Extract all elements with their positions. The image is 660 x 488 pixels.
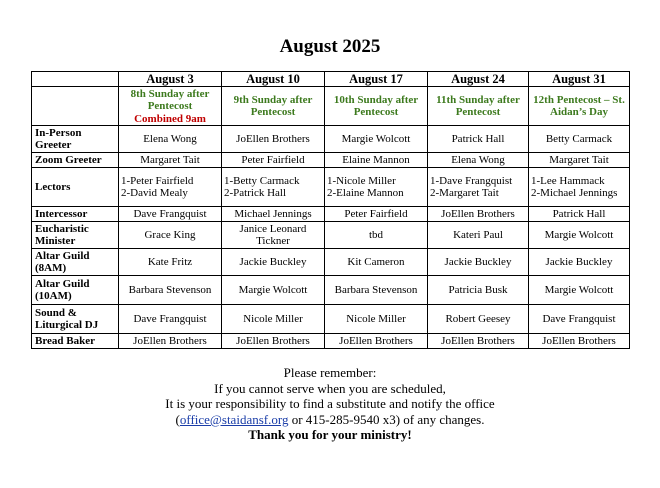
date-header: August 24: [428, 72, 529, 87]
notes-line: It is your responsibility to find a substitute and notify the office: [165, 396, 495, 412]
assignment-cell: Kate Fritz: [119, 249, 222, 276]
occasion-cell: [119, 87, 222, 126]
corner-cell: [32, 72, 119, 87]
role-row: [32, 334, 630, 349]
lector-line: 1-Peter Fairfield: [121, 175, 194, 187]
role-rows: [32, 126, 630, 349]
role-row: [32, 168, 630, 207]
notes-line-rest: or 415-285-9540 x3) of any changes.: [288, 411, 485, 427]
assignment-cell: JoEllen Brothers: [529, 334, 630, 349]
date-header-row: [32, 72, 630, 87]
lector-line: 1-Lee Hammack: [531, 175, 605, 187]
assignment-cell: Grace King: [119, 222, 222, 249]
assignment-cell: Jackie Buckley: [529, 249, 630, 276]
lector-line: 1-Dave Frangquist: [430, 175, 513, 187]
assignment-cell: Margie Wolcott: [222, 276, 325, 305]
page-title: August 2025: [279, 36, 381, 57]
lector-line: 1-Betty Carmack: [224, 175, 300, 187]
occasion-cell: [222, 87, 325, 126]
assignment-cell: Patrick Hall: [428, 126, 529, 153]
occasion-name: 9th Sunday after Pentecost: [233, 93, 313, 118]
notes: [0, 365, 660, 443]
assignment-cell: Margaret Tait: [529, 153, 630, 168]
assignment-cell: Janice Leonard Tickner: [222, 222, 325, 249]
lector-line: 2-Michael Jennings: [531, 187, 618, 199]
role-row: [32, 305, 630, 334]
assignment-cell: Nicole Miller: [325, 305, 428, 334]
role-label: Altar Guild (10AM): [32, 276, 119, 305]
lector-line: 1-Nicole Miller: [327, 175, 396, 187]
assignment-cell: JoEllen Brothers: [428, 207, 529, 222]
office-email-link[interactable]: office@staidansf.org: [179, 411, 289, 427]
role-label: Lectors: [32, 168, 119, 207]
corner-cell: [32, 87, 119, 126]
assignment-cell: tbd: [325, 222, 428, 249]
notes-line: [0, 412, 660, 428]
role-label: Altar Guild (8AM): [32, 249, 119, 276]
role-label: Bread Baker: [32, 334, 119, 349]
occasion-cell: [325, 87, 428, 126]
assignment-cell: Kit Cameron: [325, 249, 428, 276]
role-label: Sound & Liturgical DJ: [32, 305, 119, 334]
assignment-cell: JoEllen Brothers: [222, 334, 325, 349]
assignment-cell: [529, 168, 630, 207]
assignment-cell: JoEllen Brothers: [428, 334, 529, 349]
assignment-cell: Jackie Buckley: [222, 249, 325, 276]
role-label: Intercessor: [32, 207, 119, 222]
assignment-cell: Barbara Stevenson: [119, 276, 222, 305]
assignment-cell: Barbara Stevenson: [325, 276, 428, 305]
role-row: [32, 276, 630, 305]
date-header: August 31: [529, 72, 630, 87]
role-row: [32, 126, 630, 153]
role-row: [32, 153, 630, 168]
occasion-name: 10th Sunday after Pentecost: [333, 93, 419, 118]
notes-line: Please remember:: [283, 365, 377, 380]
assignment-cell: [222, 168, 325, 207]
assignment-cell: Patricia Busk: [428, 276, 529, 305]
date-header: August 10: [222, 72, 325, 87]
lector-line: 2-David Mealy: [121, 187, 188, 199]
role-row: [32, 222, 630, 249]
notes-line: If you cannot serve when you are scheduled,: [214, 380, 446, 396]
assignment-cell: JoEllen Brothers: [325, 334, 428, 349]
assignment-cell: Jackie Buckley: [428, 249, 529, 276]
role-label: In-Person Greeter: [32, 126, 119, 153]
assignment-cell: Kateri Paul: [428, 222, 529, 249]
occasion-row: [32, 87, 630, 126]
occasion-name: 8th Sunday after Pentecost: [130, 87, 210, 112]
assignment-cell: Betty Carmack: [529, 126, 630, 153]
assignment-cell: [119, 168, 222, 207]
date-header: August 3: [119, 72, 222, 87]
assignment-cell: Michael Jennings: [222, 207, 325, 222]
lector-line: 2-Margaret Tait: [430, 187, 499, 199]
assignment-cell: Elena Wong: [428, 153, 529, 168]
thanks-line: Thank you for your ministry!: [248, 427, 412, 443]
assignment-cell: [325, 168, 428, 207]
assignment-cell: Robert Geesey: [428, 305, 529, 334]
role-label: Eucharistic Minister: [32, 222, 119, 249]
schedule-table: [31, 71, 630, 349]
assignment-cell: JoEllen Brothers: [119, 334, 222, 349]
assignment-cell: Peter Fairfield: [325, 207, 428, 222]
role-row: [32, 249, 630, 276]
assignment-cell: Margie Wolcott: [529, 222, 630, 249]
role-label: Zoom Greeter: [32, 153, 119, 168]
assignment-cell: Margie Wolcott: [325, 126, 428, 153]
paren: (: [175, 411, 180, 427]
assignment-cell: [428, 168, 529, 207]
assignment-cell: Peter Fairfield: [222, 153, 325, 168]
assignment-cell: Dave Frangquist: [119, 207, 222, 222]
assignment-cell: Margie Wolcott: [529, 276, 630, 305]
lector-line: 2-Elaine Mannon: [327, 187, 404, 199]
lector-line: 2-Patrick Hall: [224, 187, 287, 199]
assignment-cell: JoEllen Brothers: [222, 126, 325, 153]
assignment-cell: Elena Wong: [119, 126, 222, 153]
occasion-cell: [428, 87, 529, 126]
occasion-name: 12th Pentecost – St. Aidan’s Day: [533, 93, 625, 118]
occasion-name: 11th Sunday after Pentecost: [436, 93, 520, 118]
assignment-cell: Dave Frangquist: [529, 305, 630, 334]
assignment-cell: Elaine Mannon: [325, 153, 428, 168]
assignment-cell: Patrick Hall: [529, 207, 630, 222]
assignment-cell: Nicole Miller: [222, 305, 325, 334]
occasion-note: Combined 9am: [134, 112, 206, 125]
date-header: August 17: [325, 72, 428, 87]
occasion-cell: [529, 87, 630, 126]
role-row: [32, 207, 630, 222]
assignment-cell: Dave Frangquist: [119, 305, 222, 334]
assignment-cell: Margaret Tait: [119, 153, 222, 168]
